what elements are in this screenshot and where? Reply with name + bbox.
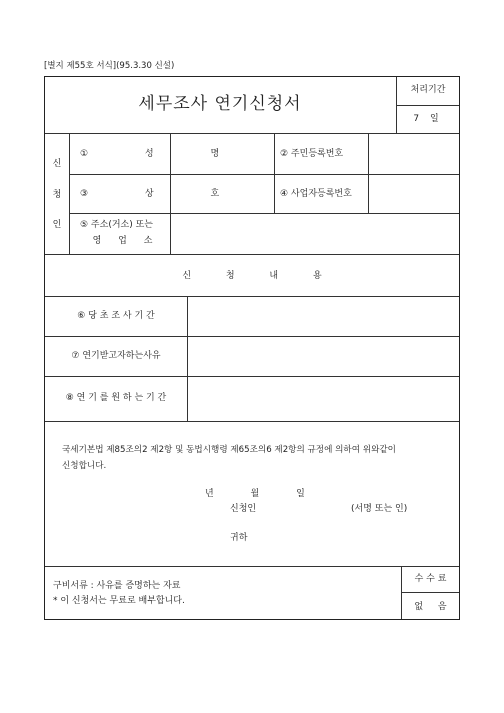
business-name-value[interactable] (171, 175, 274, 213)
signature-field[interactable] (268, 500, 348, 516)
recipient: 귀하 (230, 533, 248, 543)
desired-postponement-period-label: ⑧ 연 기 를 원 하 는 기 간 (65, 393, 167, 403)
signature-note: (서명 또는 인) (351, 504, 408, 514)
side-label-char-3: 인 (52, 220, 62, 230)
side-label-char-2: 청 (52, 190, 62, 200)
original-audit-period-label: ⑥ 당 초 조 사 기 간 (77, 311, 155, 321)
desired-postponement-period-value[interactable] (188, 377, 459, 421)
name-value[interactable] (171, 134, 274, 174)
processing-period-label: 처리기간 (410, 85, 446, 95)
name-label: ① 성 명 (80, 149, 220, 159)
free-distribution-note: * 이 신청서는 무료로 배부합니다. (53, 596, 185, 606)
applicant-side-label (45, 134, 69, 254)
address-label-line1: ⑤ 주소(거소) 또는 (80, 220, 153, 230)
header-note: [별지 제55호 서식](95.3.30 신설) (44, 61, 175, 71)
postponement-reason-value[interactable] (188, 337, 459, 376)
form-title: 세무조사 연기신청서 (138, 94, 302, 114)
applicant-signature-label: 신청인 (230, 504, 257, 514)
fee-value: 없 음 (414, 602, 447, 612)
date-line: 년 월 일 (205, 489, 305, 499)
statement-line-2: 신청합니다. (62, 461, 107, 471)
postponement-reason-label: ⑦ 연기받고자하는사유 (71, 351, 161, 361)
resident-no-value[interactable] (369, 134, 459, 174)
business-reg-no-value[interactable] (369, 175, 459, 213)
resident-no-label: ② 주민등록번호 (280, 149, 344, 159)
address-value[interactable] (171, 214, 459, 254)
address-label-line2: 영 업 소 (92, 236, 153, 246)
original-audit-period-value[interactable] (188, 297, 459, 336)
fee-label: 수 수 료 (414, 574, 447, 584)
statement-line-1: 국세기본법 제85조의2 제2항 및 동법시행령 제65조의6 제2항의 규정에 의하여 위와같이 (62, 445, 396, 455)
required-documents: 구비서류 : 사유를 증명하는 자료 (53, 581, 181, 591)
request-content-header: 신 청 내 용 (182, 271, 322, 281)
business-name-label: ③ 상 호 (80, 189, 220, 199)
side-label-char-1: 신 (52, 159, 62, 169)
processing-period-value: 7 일 (413, 114, 443, 124)
business-reg-no-label: ④ 사업자등록번호 (280, 189, 352, 199)
